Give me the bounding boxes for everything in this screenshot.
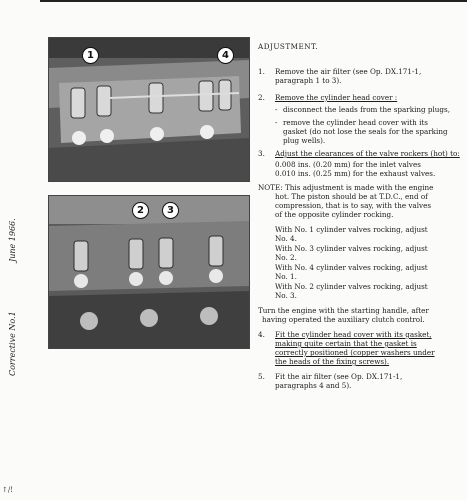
- step-3-line-1: Adjust the clearances of the valve rockers (hot) to:: [275, 149, 460, 158]
- note-line-3: compression, that is to say, with the valves: [275, 201, 432, 210]
- bullet-2-line-3: plug wells).: [283, 136, 326, 145]
- rocking-4a: With No. 2 cylinder valves rocking, adjust: [275, 282, 428, 291]
- step-4-num: 4.: [258, 330, 265, 339]
- engine-photo-bottom: [48, 195, 250, 349]
- top-rule: [40, 0, 467, 2]
- rocking-3a: With No. 4 cylinder valves rocking, adjust: [275, 263, 428, 272]
- step-4-line-4: the heads of the fixing screws).: [275, 357, 390, 366]
- turn-engine-line-1: Turn the engine with the starting handle, after: [258, 306, 429, 315]
- note-label: NOTE:: [258, 183, 283, 192]
- step-5-line-1: Fit the air filter (see Op. DX.171-1,: [275, 372, 403, 381]
- step-4-line-1: Fit the cylinder head cover with its gasket,: [275, 330, 432, 339]
- rocking-1a: With No. 1 cylinder valves rocking, adjust: [275, 225, 428, 234]
- step-2-num: 2.: [258, 93, 265, 102]
- section-title: ADJUSTMENT.: [258, 42, 319, 51]
- step-1-line-2: paragraph 1 to 3).: [275, 76, 342, 85]
- step-3-num: 3.: [258, 149, 265, 158]
- step-1-line-1: Remove the air filter (see Op. DX.171-1,: [275, 67, 422, 76]
- bullet-2-line-2: gasket (do not lose the seals for the sparking: [283, 127, 448, 136]
- bullet-2: -: [275, 118, 278, 127]
- callout-1: 1: [82, 47, 99, 64]
- step-5-num: 5.: [258, 372, 265, 381]
- note-line-4: of the opposite cylinder rocking.: [275, 210, 394, 219]
- sidebar-date: June 1966.: [8, 218, 17, 262]
- note-line-2: hot. The piston should be at T.D.C., end of: [275, 192, 428, 201]
- callout-2: 2: [132, 202, 149, 219]
- callout-3: 3: [162, 202, 179, 219]
- bullet-1-line-1: disconnect the leads from the sparking plugs,: [283, 105, 450, 114]
- rocking-4b: No. 3.: [275, 291, 297, 300]
- step-1-num: 1.: [258, 67, 265, 76]
- bullet-1: -: [275, 105, 278, 114]
- step-5-line-2: paragraphs 4 and 5).: [275, 381, 352, 390]
- margin-mark: ↑/!: [2, 486, 14, 494]
- rocking-3b: No. 1.: [275, 272, 297, 281]
- rocking-2a: With No. 3 cylinder valves rocking, adjust: [275, 244, 428, 253]
- rocking-2b: No. 2.: [275, 253, 297, 262]
- step-4-line-3: correctly positioned (copper washers under: [275, 348, 435, 357]
- bullet-2-line-1: remove the cylinder head cover with its: [283, 118, 428, 127]
- step-4-line-2: making quite certain that the gasket is: [275, 339, 417, 348]
- step-2-line-1: Remove the cylinder head cover :: [275, 93, 398, 102]
- sidebar-corrective: Corrective No.1: [8, 311, 17, 376]
- clearance-inlet: 0.008 ins. (0.20 mm) for the inlet valves: [275, 160, 421, 169]
- callout-4: 4: [217, 47, 234, 64]
- rocking-1b: No. 4.: [275, 234, 297, 243]
- turn-engine-line-2: having operated the auxiliary clutch control.: [262, 315, 425, 324]
- clearance-exhaust: 0.010 ins. (0.25 mm) for the exhaust valves.: [275, 169, 436, 178]
- note-line-1: This adjustment is made with the engine: [285, 183, 434, 192]
